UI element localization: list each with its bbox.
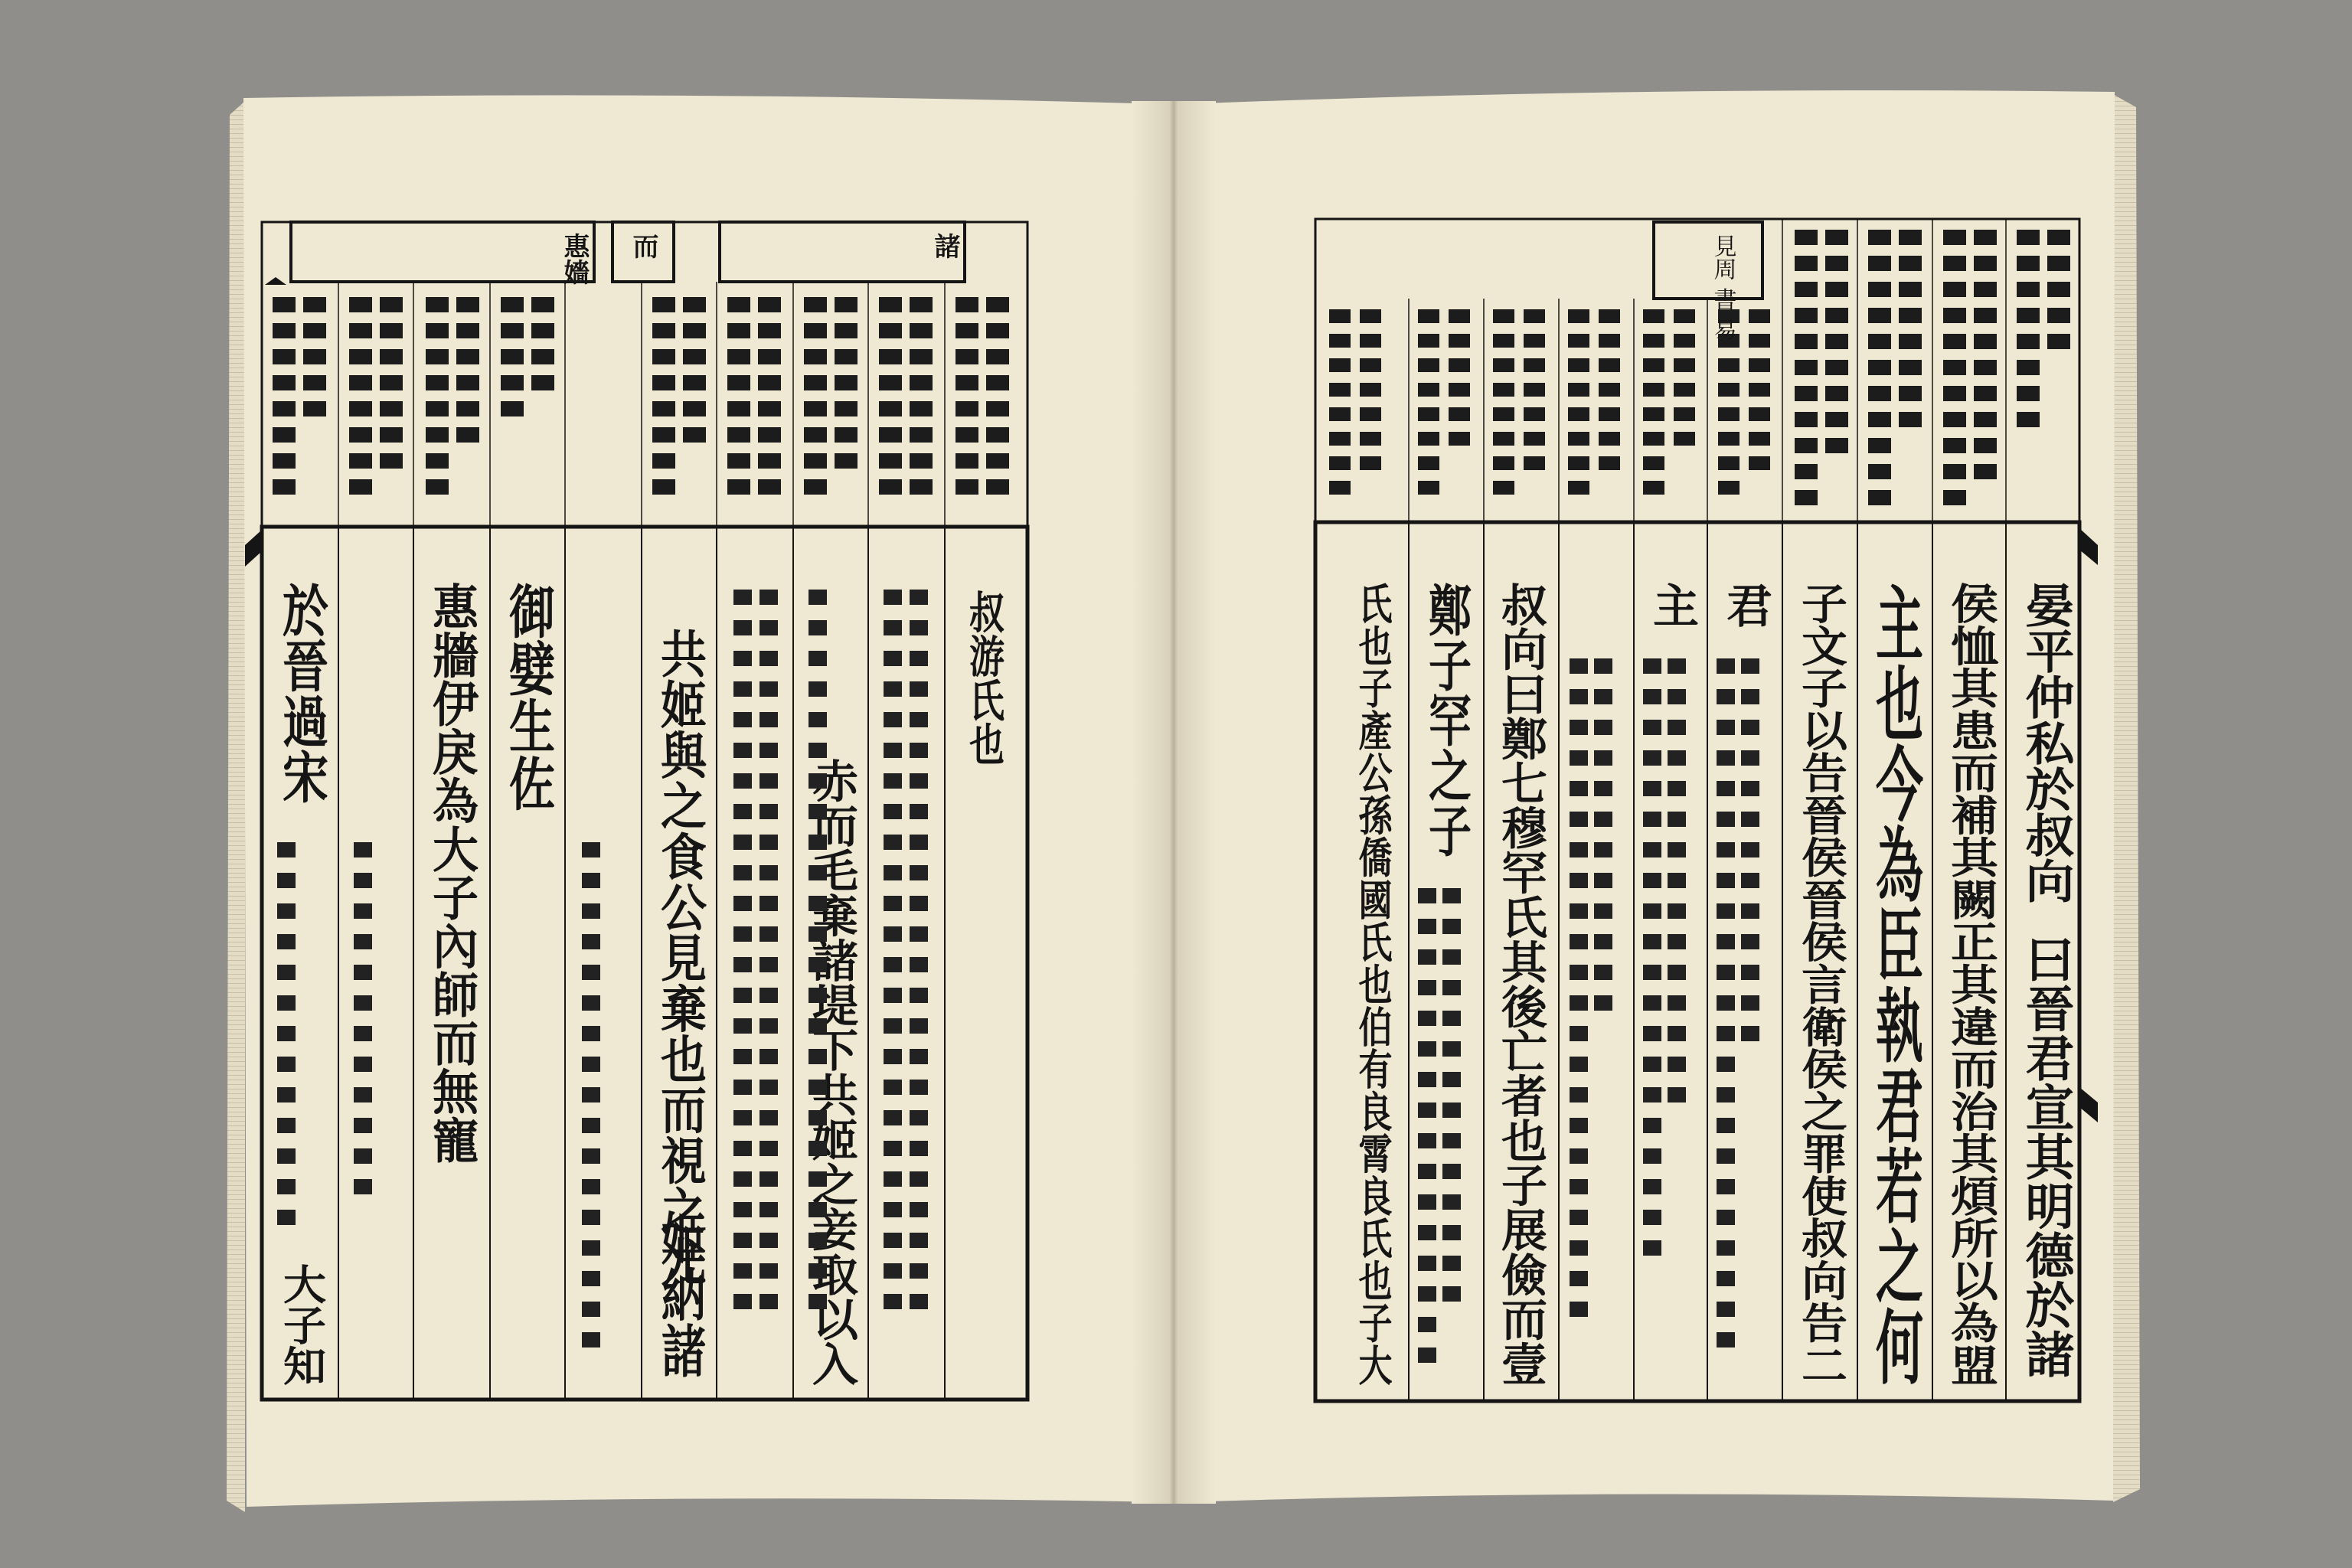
gutter bbox=[1132, 101, 1216, 1504]
right-column-7: 主 bbox=[1645, 582, 1699, 628]
left-column-3: 共姬與之食公見棄也而視之尤 bbox=[653, 628, 707, 1225]
right-column-8: 叔向曰鄭七穆罕氏其後亡者也子展儉而壹 bbox=[1494, 582, 1547, 1409]
right-column-5: 子文子以告晉侯晉侯言衛侯之罪使叔向告二 bbox=[1794, 582, 1847, 1455]
left-header-mark-1: 惠嬙 bbox=[559, 233, 590, 285]
page-edges-left bbox=[227, 101, 245, 1512]
right-column-1: 晏平仲私於叔向 bbox=[2017, 582, 2075, 925]
right-header-text: 見周 書 易 bbox=[1709, 234, 1736, 341]
left-header-mark-2: 而 bbox=[628, 233, 658, 259]
page-edges-right bbox=[2112, 93, 2140, 1502]
left-column-2: 赤而毛棄諸堤下共姬之妾取以入 bbox=[805, 758, 858, 1401]
right-column-3: 侯恤其患而補其闕正其違而治其煩所以為盟 bbox=[1942, 582, 1999, 1484]
right-column-4: 主也今為臣執君若之何 bbox=[1867, 582, 1924, 1057]
left-column-7: 大子知 bbox=[276, 1263, 327, 1392]
right-column-9: 鄭子罕之子 bbox=[1422, 582, 1472, 796]
right-column-2: 曰晉君宣其明德於諸 bbox=[2017, 934, 2075, 1375]
left-column-1: 叔游氏也 bbox=[964, 590, 1005, 730]
left-column-5: 惠牆伊戾為大子內師而無寵 bbox=[425, 582, 479, 1133]
left-column-8: 姬納諸 bbox=[654, 1210, 706, 1343]
left-column-4: 御嬖生佐 bbox=[501, 582, 555, 766]
left-column-6: 於晉過宋 bbox=[275, 582, 328, 766]
right-column-6: 君 bbox=[1719, 582, 1772, 628]
right-column-10: 氏也子產公孫僑國氏也伯有良霄良氏也子大 bbox=[1352, 582, 1392, 1222]
left-header-mark-3: 諸 bbox=[929, 233, 960, 259]
